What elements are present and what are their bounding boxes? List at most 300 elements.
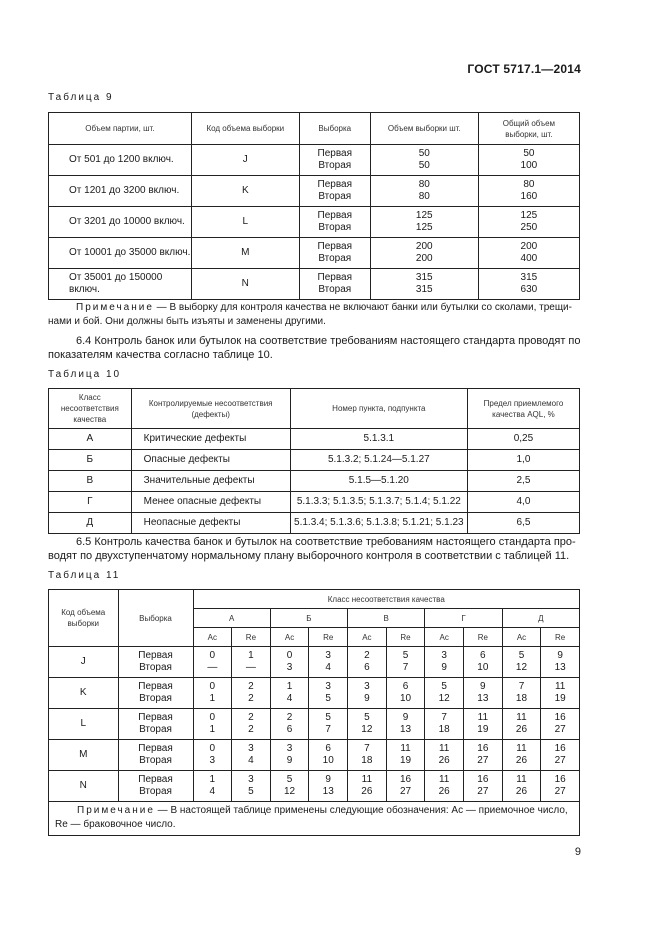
- page-number: 9: [574, 846, 581, 858]
- t11-value-line: 13: [399, 724, 412, 735]
- t11-value-line: 13: [322, 786, 334, 797]
- table-10: [48, 388, 580, 534]
- t10-cell-cls: Б: [49, 450, 132, 471]
- t11-cell-value: [309, 709, 348, 740]
- t9-total-line: 160: [520, 191, 538, 202]
- t9-samples-line: Вторая: [318, 253, 352, 264]
- t11-value-line: 19: [554, 693, 566, 704]
- t9-cell-samples: [299, 176, 370, 207]
- table-row: [49, 740, 580, 771]
- t11-value-line: 5: [441, 681, 447, 692]
- t11-value-line: 3: [286, 743, 293, 754]
- t11-value-line: 1: [209, 693, 216, 704]
- t11-value-line: 26: [438, 755, 450, 766]
- t11-value-line: —: [207, 662, 218, 673]
- t11-value-line: 0: [209, 743, 216, 754]
- t11-value-line: 2: [248, 724, 254, 735]
- t11-cell-value: [309, 647, 348, 678]
- t11-value-line: 26: [515, 755, 528, 766]
- t11-value-line: 7: [518, 681, 525, 692]
- t11-ac-header: Ac: [193, 628, 232, 647]
- t11-cell-value: [193, 678, 232, 709]
- t9-total-line: 315: [520, 272, 538, 283]
- t9-cell-lot: От 35001 до 150000 включ.: [49, 269, 192, 300]
- t11-cell-value: [386, 709, 425, 740]
- t11-note-label: Примечание: [77, 805, 155, 816]
- t9-cell-samples: [299, 207, 370, 238]
- t11-value-line: 16: [477, 774, 489, 785]
- t11-value-line: 0: [209, 650, 216, 661]
- t11-value-line: 11: [438, 774, 450, 785]
- t11-value-line: 27: [554, 724, 566, 735]
- t11-value-line: 12: [515, 662, 528, 673]
- t11-re-header: Re: [232, 628, 271, 647]
- t11-cell-value: [541, 771, 580, 802]
- t9-note-text: — В выборку для контроля качества не включают банки или бутылки со сколами, трещи-нами и бой. Они должны быть изъяты и заменены другими.: [48, 302, 572, 327]
- t11-cell-value: [502, 709, 541, 740]
- t9-size-line: 315: [415, 272, 433, 283]
- t9-total-line: 250: [520, 222, 538, 233]
- t11-sample-line: Первая: [138, 743, 173, 754]
- t9-total-line: 125: [520, 210, 538, 221]
- t11-value-line: 27: [477, 755, 489, 766]
- t9-cell-code: K: [191, 176, 299, 207]
- t11-value-line: 2: [364, 650, 370, 661]
- t11-value-line: 3: [248, 743, 254, 754]
- t11-value-line: 6: [402, 681, 409, 692]
- t11-value-line: 13: [477, 693, 489, 704]
- t9-size-line: 80: [418, 179, 430, 190]
- t10-cell-clause: 5.1.5—5.1.20: [290, 471, 467, 492]
- t11-cell-value: [464, 740, 503, 771]
- t11-value-line: 11: [477, 712, 489, 723]
- t11-value-line: 5: [286, 774, 293, 785]
- t11-value-line: 1: [248, 650, 254, 661]
- t11-cell-value: [193, 709, 232, 740]
- t11-value-line: 1: [286, 681, 293, 692]
- t9-size-line: 125: [415, 222, 433, 233]
- t11-value-line: 7: [441, 712, 447, 723]
- t11-value-line: 4: [209, 786, 216, 797]
- t11-value-line: 3: [364, 681, 370, 692]
- t11-cell-value: [270, 678, 309, 709]
- t11-value-line: 26: [438, 786, 450, 797]
- t9-total-line: 400: [520, 253, 538, 264]
- t11-value-line: 12: [438, 693, 450, 704]
- t10-cell-defect: Значительные дефекты: [131, 471, 290, 492]
- t9-size-line: 200: [415, 241, 433, 252]
- t11-cell-value: [386, 740, 425, 771]
- t10-header-defects: Контролируемые несоответствия (дефекты): [131, 389, 290, 429]
- t11-value-line: 3: [325, 650, 331, 661]
- t10-header-class: Класс несоответствия качества: [49, 389, 132, 429]
- t11-value-line: 5: [325, 712, 331, 723]
- t11-cell-value: [348, 678, 387, 709]
- t11-class-3: Г: [425, 609, 502, 628]
- document-code: ГОСТ 5717.1—2014: [467, 62, 581, 76]
- t11-value-line: 5: [325, 693, 331, 704]
- t11-re-header: Re: [541, 628, 580, 647]
- t9-cell-samples: [299, 238, 370, 269]
- t9-size-line: 50: [418, 160, 430, 171]
- t11-value-line: 11: [554, 681, 566, 692]
- t11-cell-samples: [118, 740, 193, 771]
- t11-cell-value: [502, 647, 541, 678]
- t10-cell-defect: Неопасные дефекты: [131, 513, 290, 534]
- t11-value-line: 16: [399, 774, 412, 785]
- table-row: [49, 513, 580, 534]
- table-row: [49, 429, 580, 450]
- t10-cell-cls: Г: [49, 492, 132, 513]
- t11-cell-samples: [118, 771, 193, 802]
- t11-value-line: 26: [515, 786, 528, 797]
- t11-re-header: Re: [309, 628, 348, 647]
- t11-header-class: Класс несоответствия качества: [193, 590, 579, 609]
- t11-value-line: 16: [554, 743, 566, 754]
- t11-cell-samples: [118, 709, 193, 740]
- t11-value-line: 27: [554, 755, 566, 766]
- t11-cell-value: [541, 709, 580, 740]
- paragraph-6-4: 6.4 Контроль банок или бутылок на соответствие требованиям настоящего стандарта проводят по показателям качества согласно таблице 10.: [48, 335, 581, 361]
- t9-size-line: 200: [415, 253, 433, 264]
- t11-cell-samples: [118, 647, 193, 678]
- t9-note-label: Примечание: [76, 302, 154, 313]
- t11-value-line: 26: [515, 724, 528, 735]
- t9-size-line: 80: [418, 191, 430, 202]
- t9-cell-samples: [299, 269, 370, 300]
- t11-value-line: 4: [325, 662, 331, 673]
- t11-re-header: Re: [386, 628, 425, 647]
- table-row: [49, 207, 580, 238]
- t11-class-2: В: [348, 609, 425, 628]
- t11-ac-header: Ac: [348, 628, 387, 647]
- t11-value-line: 1: [209, 774, 216, 785]
- t11-sample-line: Вторая: [139, 724, 172, 735]
- t9-samples-line: Вторая: [318, 222, 352, 233]
- t11-cell-value: [232, 740, 271, 771]
- t11-header-code: Код объема выборки: [49, 590, 119, 647]
- t11-cell-value: [270, 740, 309, 771]
- t11-value-line: 16: [554, 774, 566, 785]
- t11-value-line: 11: [438, 743, 450, 754]
- t9-cell-total: [478, 145, 579, 176]
- t9-header-code: Код объема выборки: [191, 113, 299, 145]
- t9-cell-size: [370, 207, 478, 238]
- table-row: [49, 145, 580, 176]
- t9-cell-total: [478, 207, 579, 238]
- t11-value-line: 3: [248, 774, 254, 785]
- t11-value-line: 26: [361, 786, 373, 797]
- t11-value-line: 0: [209, 712, 216, 723]
- t11-sample-line: Вторая: [139, 662, 172, 673]
- t11-value-line: 13: [554, 662, 566, 673]
- t11-sample-line: Первая: [138, 650, 173, 661]
- t11-class-1: Б: [270, 609, 347, 628]
- t11-cell-value: [425, 647, 464, 678]
- t11-cell-value: [502, 678, 541, 709]
- table-row: [49, 492, 580, 513]
- t11-value-line: 5: [364, 712, 370, 723]
- t11-value-line: 6: [480, 650, 486, 661]
- t11-cell-value: [502, 740, 541, 771]
- table9-caption: Таблица 9: [48, 92, 114, 103]
- t11-value-line: 18: [515, 693, 528, 704]
- table-row: [49, 176, 580, 207]
- t11-value-line: —: [245, 662, 256, 673]
- t11-value-line: 9: [325, 774, 331, 785]
- t9-total-line: 200: [520, 241, 538, 252]
- table-row: [49, 471, 580, 492]
- t9-cell-size: [370, 176, 478, 207]
- t11-cell-value: [232, 709, 271, 740]
- table-11: [48, 589, 580, 836]
- t9-cell-code: N: [191, 269, 299, 300]
- t11-cell-value: [464, 771, 503, 802]
- t11-value-line: 9: [557, 650, 563, 661]
- t9-samples-line: Первая: [317, 148, 353, 159]
- t9-cell-lot: От 10001 до 35000 включ.: [49, 238, 192, 269]
- t11-value-line: 9: [402, 712, 409, 723]
- t11-re-header: Re: [464, 628, 503, 647]
- t11-cell-value: [309, 740, 348, 771]
- paragraph-6-5: 6.5 Контроль качества банок и бутылок на соответствие требованиям настоящего стандарта про-водят по двухступенчатому нормальному плану выборочного контроля в соответствии с таблицей 11.: [48, 536, 576, 562]
- t11-sample-line: Вторая: [139, 693, 172, 704]
- table-9: [48, 112, 580, 300]
- t11-class-4: Д: [502, 609, 579, 628]
- table-row: [49, 709, 580, 740]
- t11-value-line: 2: [248, 693, 254, 704]
- t10-cell-clause: 5.1.3.1: [290, 429, 467, 450]
- t11-cell-code: J: [49, 647, 119, 678]
- t11-value-line: 9: [441, 662, 447, 673]
- t11-cell-value: [425, 771, 464, 802]
- t11-cell-value: [232, 647, 271, 678]
- t11-value-line: 12: [283, 786, 296, 797]
- t9-samples-line: Первая: [317, 210, 353, 221]
- t10-cell-clause: 5.1.3.4; 5.1.3.6; 5.1.3.8; 5.1.21; 5.1.23: [290, 513, 467, 534]
- t9-total-line: 630: [520, 284, 538, 295]
- t11-cell-value: [309, 771, 348, 802]
- t11-value-line: 2: [248, 712, 254, 723]
- table-row: [49, 450, 580, 471]
- t11-value-line: 4: [286, 693, 293, 704]
- t11-cell-code: M: [49, 740, 119, 771]
- t11-value-line: 27: [477, 786, 489, 797]
- t9-size-line: 125: [415, 210, 433, 221]
- t11-value-line: 6: [286, 724, 293, 735]
- t11-cell-code: N: [49, 771, 119, 802]
- t9-total-line: 80: [523, 179, 535, 190]
- t10-cell-cls: В: [49, 471, 132, 492]
- t11-value-line: 3: [325, 681, 331, 692]
- t11-value-line: 6: [364, 662, 370, 673]
- t9-header-lot: Объем партии, шт.: [49, 113, 192, 145]
- t10-cell-aql: 2,5: [467, 471, 579, 492]
- t11-value-line: 11: [516, 712, 527, 723]
- t11-value-line: 16: [554, 712, 566, 723]
- t10-cell-cls: Д: [49, 513, 132, 534]
- t11-value-line: 10: [477, 662, 489, 673]
- t11-value-line: 5: [518, 650, 525, 661]
- t11-value-line: 11: [516, 743, 527, 754]
- t11-cell-value: [348, 740, 387, 771]
- t9-header-sample: Выборка: [299, 113, 370, 145]
- t11-value-line: 9: [480, 681, 486, 692]
- t11-value-line: 10: [399, 693, 412, 704]
- t10-header-aql: Предел приемлемого качества AQL, %: [467, 389, 579, 429]
- t10-cell-defect: Критические дефекты: [131, 429, 290, 450]
- t10-cell-clause: 5.1.3.2; 5.1.24—5.1.27: [290, 450, 467, 471]
- table-row: [49, 647, 580, 678]
- t9-cell-total: [478, 269, 579, 300]
- t11-value-line: 7: [325, 724, 331, 735]
- t11-cell-value: [541, 647, 580, 678]
- t9-cell-total: [478, 238, 579, 269]
- t11-value-line: 9: [286, 755, 293, 766]
- t11-value-line: 11: [400, 743, 411, 754]
- t11-value-line: 9: [364, 693, 370, 704]
- t11-cell-value: [464, 709, 503, 740]
- t11-ac-header: Ac: [270, 628, 309, 647]
- table-row: [49, 771, 580, 802]
- t9-cell-size: [370, 238, 478, 269]
- t10-header-clause: Номер пункта, подпункта: [290, 389, 467, 429]
- t10-cell-aql: 1,0: [467, 450, 579, 471]
- t11-value-line: 5: [402, 650, 409, 661]
- t9-samples-line: Вторая: [318, 160, 352, 171]
- t11-cell-value: [193, 647, 232, 678]
- t11-value-line: 0: [209, 681, 216, 692]
- t11-value-line: 3: [209, 755, 216, 766]
- t11-cell-value: [193, 740, 232, 771]
- t10-cell-cls: А: [49, 429, 132, 450]
- t9-cell-lot: От 3201 до 10000 включ.: [49, 207, 192, 238]
- t11-cell-value: [541, 678, 580, 709]
- t9-cell-size: [370, 145, 478, 176]
- t9-samples-line: Первая: [317, 272, 353, 283]
- t11-value-line: 7: [402, 662, 409, 673]
- table11-note: [49, 802, 580, 836]
- t9-header-total: Общий объем выборки, шт.: [478, 113, 579, 145]
- t9-cell-total: [478, 176, 579, 207]
- t11-sample-line: Первая: [138, 712, 173, 723]
- table-row: [49, 269, 580, 300]
- t11-cell-value: [464, 678, 503, 709]
- t11-cell-value: [270, 771, 309, 802]
- t11-cell-value: [232, 771, 271, 802]
- table-row: [49, 678, 580, 709]
- t11-cell-value: [270, 647, 309, 678]
- t11-value-line: 16: [477, 743, 489, 754]
- t10-cell-defect: Менее опасные дефекты: [131, 492, 290, 513]
- t11-cell-samples: [118, 678, 193, 709]
- t11-cell-value: [193, 771, 232, 802]
- t9-cell-size: [370, 269, 478, 300]
- t10-cell-aql: 6,5: [467, 513, 579, 534]
- t11-value-line: 3: [441, 650, 447, 661]
- t11-cell-value: [425, 740, 464, 771]
- t11-sample-line: Первая: [138, 774, 173, 785]
- t11-value-line: 4: [248, 755, 254, 766]
- t11-cell-value: [348, 647, 387, 678]
- t10-cell-clause: 5.1.3.3; 5.1.3.5; 5.1.3.7; 5.1.4; 5.1.22: [290, 492, 467, 513]
- t9-cell-lot: От 501 до 1200 включ.: [49, 145, 192, 176]
- t9-cell-samples: [299, 145, 370, 176]
- t11-cell-value: [425, 709, 464, 740]
- t9-cell-code: L: [191, 207, 299, 238]
- t11-cell-value: [541, 740, 580, 771]
- t11-value-line: 11: [361, 774, 373, 785]
- table9-note: [48, 301, 580, 329]
- t11-value-line: 5: [248, 786, 254, 797]
- t9-total-line: 50: [523, 148, 535, 159]
- t11-note-text: — В настоящей таблице применены следующие обозначения: Ac — приемочное число, Re — браковочное число.: [55, 805, 568, 830]
- table11-caption: Таблица 11: [48, 570, 121, 581]
- t11-value-line: 6: [325, 743, 331, 754]
- t11-cell-code: L: [49, 709, 119, 740]
- t11-cell-value: [386, 771, 425, 802]
- t11-value-line: 18: [361, 755, 373, 766]
- t11-ac-header: Ac: [425, 628, 464, 647]
- t11-cell-value: [270, 709, 309, 740]
- t11-cell-value: [309, 678, 348, 709]
- t11-value-line: 2: [248, 681, 254, 692]
- t9-size-line: 315: [415, 284, 433, 295]
- t9-samples-line: Первая: [317, 241, 353, 252]
- t11-cell-value: [464, 647, 503, 678]
- table10-caption: Таблица 10: [48, 369, 122, 380]
- t10-cell-defect: Опасные дефекты: [131, 450, 290, 471]
- t11-value-line: 1: [209, 724, 216, 735]
- t9-samples-line: Вторая: [318, 191, 352, 202]
- t11-cell-value: [232, 678, 271, 709]
- t11-value-line: 19: [399, 755, 412, 766]
- t10-cell-aql: 0,25: [467, 429, 579, 450]
- t11-cell-value: [502, 771, 541, 802]
- t9-size-line: 50: [418, 148, 430, 159]
- t9-samples-line: Вторая: [318, 284, 352, 295]
- t11-class-0: А: [193, 609, 270, 628]
- t11-value-line: 3: [286, 662, 293, 673]
- t11-sample-line: Первая: [138, 681, 173, 692]
- t11-value-line: 10: [322, 755, 334, 766]
- t11-cell-value: [348, 771, 387, 802]
- t11-value-line: 11: [516, 774, 527, 785]
- t9-cell-code: M: [191, 238, 299, 269]
- t11-sample-line: Вторая: [139, 786, 172, 797]
- t9-total-line: 100: [520, 160, 538, 171]
- t11-cell-value: [348, 709, 387, 740]
- t11-sample-line: Вторая: [139, 755, 172, 766]
- t11-ac-header: Ac: [502, 628, 541, 647]
- t11-header-sample: Выборка: [118, 590, 193, 647]
- t9-cell-lot: От 1201 до 3200 включ.: [49, 176, 192, 207]
- table-row: [49, 238, 580, 269]
- t11-value-line: 27: [554, 786, 566, 797]
- t11-value-line: 2: [286, 712, 293, 723]
- t9-header-size: Объем выборки шт.: [370, 113, 478, 145]
- t11-value-line: 19: [477, 724, 489, 735]
- t9-cell-code: J: [191, 145, 299, 176]
- t11-value-line: 12: [361, 724, 373, 735]
- t11-cell-value: [386, 647, 425, 678]
- t11-cell-code: K: [49, 678, 119, 709]
- t11-cell-value: [386, 678, 425, 709]
- t11-value-line: 7: [364, 743, 370, 754]
- t11-value-line: 18: [438, 724, 450, 735]
- t10-cell-aql: 4,0: [467, 492, 579, 513]
- t11-cell-value: [425, 678, 464, 709]
